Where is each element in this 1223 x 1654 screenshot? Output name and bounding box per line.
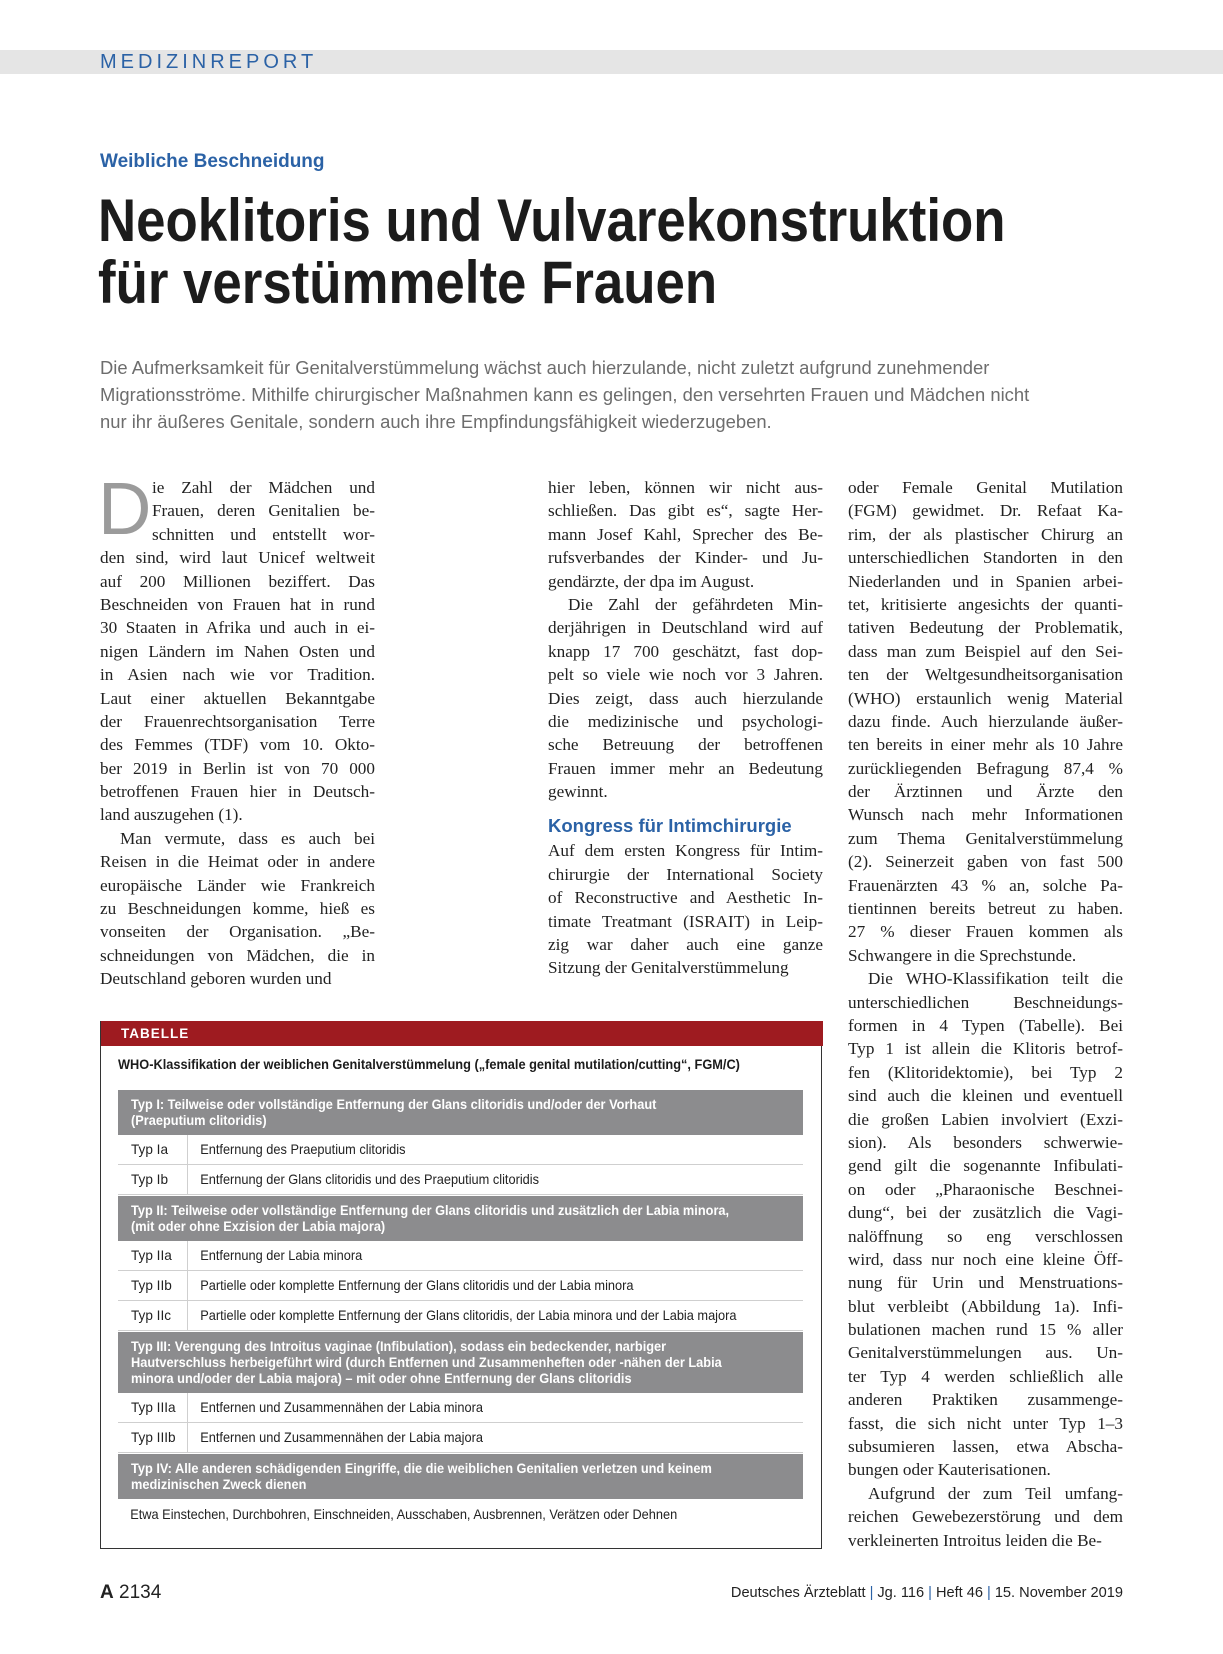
drop-cap: D: [98, 467, 152, 550]
row-type: Typ IIb: [118, 1271, 188, 1301]
text-line: in Asien nach wie vor Tradition.: [100, 665, 375, 685]
text-line: (2). Seinerzeit gaben von fast 500: [848, 852, 1123, 872]
headline-line: für verstümmelte Frauen: [98, 249, 718, 316]
text-line: zum Thema Genitalverstümmelung: [848, 828, 1123, 848]
text-line: ten der Weltgesundheitsorganisation: [848, 665, 1123, 685]
text-line: gendärzte, der dpa im August.: [548, 571, 755, 591]
text-line: hier leben, können wir nicht aus-: [548, 478, 823, 497]
text-line: Frauen immer mehr an Bedeutung: [548, 758, 823, 778]
journal-issue: Heft 46: [935, 1585, 984, 1601]
article-lede: [100, 354, 1100, 435]
text-line: Typ 1 ist allein die Klitoris betrof-: [848, 1039, 1123, 1059]
text-line: chirurgie der International Society: [548, 864, 823, 884]
text-line: Deutschland geboren wurden und: [100, 969, 332, 989]
text-line: Die WHO-Klassifikation teilt die: [868, 969, 1123, 989]
body-column-1: [98, 467, 375, 991]
text-line: blut verbleibt (Abbildung 1a). Infi-: [848, 1296, 1123, 1316]
group-heading-line: Hautverschluss herbeigeführt wird (durch Entfernen und Zusammenheften oder -nähen der Labia: [131, 1355, 722, 1370]
table-group-heading: [118, 1089, 803, 1135]
text-line: dazu finde. Auch hierzulande äußer-: [848, 711, 1123, 731]
text-line: derjährigen in Deutschland wird auf: [548, 618, 823, 638]
table-row: [118, 1165, 803, 1195]
text-line: Frauenärzten 43 % an, solche Pa-: [848, 875, 1123, 895]
who-classification-table: [100, 1021, 822, 1549]
text-line: des Femmes (TDF) vom 10. Okto-: [100, 735, 375, 755]
text-line: schnitten und entstellt wor-: [152, 524, 375, 544]
text-line: der Ärztinnen und Ärzte den: [848, 782, 1123, 802]
group-heading-line: medizinischen Zweck dienen: [131, 1477, 307, 1492]
text-line: sind auch die kleinen und eventuell: [848, 1086, 1123, 1106]
group-heading-line: Typ II: Teilweise oder vollständige Entfernung der Glans clitoridis und zusätzlich der Labia minora,: [131, 1203, 730, 1218]
text-line: (FGM) gewidmet. Dr. Refaat Ka-: [848, 501, 1123, 521]
text-line: ie Zahl der Mädchen und: [152, 478, 375, 497]
text-line: rim, der als plastischer Chirurg an: [848, 524, 1123, 544]
text-line: nigen Ländern im Nahen Osten und: [100, 641, 375, 661]
table-group-heading: [118, 1195, 803, 1241]
row-type: Typ IIIa: [118, 1393, 188, 1423]
text-line: dung“, bei der zusätzlich die Vagi-: [848, 1203, 1123, 1223]
text-line: Man vermute, dass es auch bei: [120, 828, 375, 848]
text-line: 30 Staaten in Afrika und auch in ei-: [100, 618, 375, 638]
text-line: verkleinerten Introitus leiden die Be-: [848, 1530, 1102, 1550]
text-line: Sitzung der Genitalverstümmelung: [548, 958, 789, 978]
section-subheading: Kongress für Intimchirurgie: [548, 815, 792, 837]
article-kicker: Weibliche Beschneidung: [100, 151, 325, 172]
text-line: timate Treatmant (ISRAIT) in Leip-: [548, 911, 823, 931]
table-row: [118, 1241, 803, 1271]
text-line: auf 200 Millionen beziffert. Das: [100, 571, 375, 591]
text-line: Die Zahl der gefährdeten Min-: [568, 594, 823, 614]
group-heading-line: Typ I: Teilweise oder vollständige Entfernung der Glans clitoridis und/oder der Vorhaut: [131, 1097, 657, 1112]
row-type: Typ Ia: [118, 1135, 188, 1165]
table-row: [118, 1135, 803, 1165]
text-line: die medizinische und psychologi-: [548, 711, 823, 731]
text-line: pelt so viele wie noch vor 3 Jahren.: [548, 665, 823, 685]
group-heading-line: (mit oder ohne Exzision der Labia majora): [131, 1219, 386, 1234]
journal-date: 15. November 2019: [994, 1585, 1123, 1601]
text-line: gend gilt die sogenannte Infibulati-: [848, 1156, 1123, 1176]
journal-name: Deutsches Ärzteblatt: [730, 1585, 866, 1601]
text-line: land auszugehen (1).: [100, 805, 243, 825]
text-line: rufsverbandes der Kinder- und Ju-: [548, 548, 823, 568]
journal-volume: Jg. 116: [877, 1585, 925, 1601]
text-line: subsumieren lassen, etwa Abscha-: [848, 1437, 1123, 1457]
text-line: (WHO) erstaunlich wenig Material: [848, 688, 1123, 708]
row-description: Partielle oder komplette Entfernung der Glans clitoridis und der Labia minora: [200, 1278, 634, 1293]
text-line: ten bereits in einer mehr als 10 Jahre: [848, 735, 1123, 755]
text-line: gewinnt.: [548, 782, 608, 802]
text-line: die großen Labien involviert (Exzi-: [848, 1109, 1123, 1129]
body-column-3: [848, 476, 1123, 1552]
table-body: [118, 1089, 803, 1529]
text-line: of Reconstructive and Aesthetic In-: [548, 888, 823, 908]
row-description: Entfernung des Praeputium clitoridis: [200, 1142, 406, 1157]
row-description: Entfernen und Zusammennähen der Labia minora: [200, 1400, 483, 1415]
table-title: WHO-Klassifikation der weiblichen Genitalverstümmelung („female genital mutilation/cutting“, FGM/C): [118, 1057, 740, 1072]
journal-info: Deutsches Ärzteblatt | Jg. 116 | Heft 46 | 15. November 2019: [730, 1585, 1123, 1601]
table-row: [118, 1301, 803, 1331]
text-line: europäische Länder wie Frankreich: [100, 875, 375, 895]
group-heading-line: (Praeputium clitoridis): [131, 1113, 267, 1128]
table-group-heading: [118, 1331, 803, 1393]
text-line: bulationen machen rund 15 % aller: [848, 1320, 1123, 1340]
row-description: Entfernen und Zusammennähen der Labia majora: [200, 1430, 483, 1445]
text-line: Niederlanden und in Spanien arbei-: [848, 571, 1123, 591]
text-line: zig war daher auch eine ganze: [548, 935, 823, 955]
page-prefix: A: [100, 1582, 114, 1603]
text-line: Schwangere in die Sprechstunde.: [848, 945, 1077, 965]
text-line: reichen Gewebezerstörung und dem: [848, 1507, 1123, 1527]
text-line: tet, kritisierte angesichts der quanti-: [848, 594, 1123, 614]
row-type: Typ IIa: [118, 1241, 188, 1271]
table-row: [118, 1393, 803, 1423]
text-line: sion). Als besonders schwerwie-: [848, 1132, 1123, 1152]
row-description: Etwa Einstechen, Durchbohren, Einschneiden, Ausschaben, Ausbrennen, Verätzen oder Dehnen: [130, 1506, 678, 1522]
text-line: schließen. Das gibt es“, sagte Her-: [548, 501, 823, 521]
text-line: tientinnen bereits betreut zu haben.: [848, 899, 1123, 919]
group-heading-line: Typ IV: Alle anderen schädigenden Eingriffe, die die weiblichen Genitalien verletzen und keinem: [131, 1461, 712, 1476]
text-line: fen (Klitoridektomie), bei Typ 2: [848, 1062, 1123, 1082]
text-line: anderen Praktiken zusammenge-: [848, 1390, 1123, 1410]
lede-line: Migrationsströme. Mithilfe chirurgischer Maßnahmen kann es gelingen, den versehrten Frauen und Mädchen nicht: [100, 384, 1030, 405]
text-line: Beschneiden von Frauen hat in rund: [100, 594, 375, 614]
section-label: MEDIZINREPORT: [100, 51, 318, 73]
row-description: Entfernung der Labia minora: [200, 1248, 363, 1263]
group-heading-line: Typ III: Verengung des Introitus vaginae (Infibulation), sodass ein bedeckender, narbiger: [131, 1339, 667, 1354]
text-line: fasst, die sich nicht unter Typ 1–3: [848, 1413, 1123, 1433]
table-label: TABELLE: [101, 1021, 823, 1046]
text-line: Frauen, deren Genitalien be-: [152, 501, 375, 521]
text-line: Genitalverstümmelungen aus. Un-: [848, 1343, 1123, 1363]
text-line: den sind, wird laut Unicef weltweit: [100, 548, 375, 568]
text-line: betroffenen Frauen hier in Deutsch-: [100, 782, 375, 802]
text-line: mann Josef Kahl, Sprecher des Be-: [548, 524, 823, 544]
lede-line: nur ihr äußeres Genitale, sondern auch ihre Empfindungsfähigkeit wiederzugeben.: [100, 411, 772, 432]
text-line: Dies zeigt, dass auch hierzulande: [548, 688, 823, 708]
row-type: Typ Ib: [118, 1165, 188, 1195]
text-line: vonseiten der Organisation. „Be-: [100, 922, 375, 942]
text-line: unterschiedlichen Standorten in den: [848, 548, 1123, 568]
text-line: zurückliegenden Befragung 87,4 %: [848, 758, 1123, 778]
body-column-2: [548, 476, 823, 980]
text-line: nung für Urin und Menstruations-: [848, 1273, 1123, 1293]
text-line: 27 % dieser Frauen kommen als: [848, 922, 1123, 942]
row-type: Typ IIc: [118, 1301, 188, 1331]
text-line: wird, dass nur noch eine kleine Öff-: [848, 1249, 1123, 1269]
text-line: Auf dem ersten Kongress für Intim-: [548, 841, 823, 861]
text-line: nalöffnung so eng verschlossen: [848, 1226, 1123, 1246]
text-line: Laut einer aktuellen Bekanntgabe: [100, 688, 375, 708]
text-line: tativen Bedeutung der Problematik,: [848, 618, 1123, 638]
table-row: [118, 1499, 803, 1529]
text-line: Aufgrund der zum Teil umfang-: [868, 1483, 1123, 1503]
text-line: bungen oder Kauterisationen.: [848, 1460, 1051, 1480]
text-line: oder Female Genital Mutilation: [848, 478, 1123, 497]
text-line: formen in 4 Typen (Tabelle). Bei: [848, 1015, 1123, 1035]
article-headline: [98, 187, 1031, 316]
row-description: Entfernung der Glans clitoridis und des Praeputium clitoridis: [200, 1172, 540, 1187]
text-line: sche Betreuung der betroffenen: [548, 735, 823, 755]
page-number: [100, 1582, 161, 1604]
row-type: Typ IIIb: [118, 1423, 188, 1453]
text-line: Reisen in die Heimat oder in andere: [100, 852, 375, 872]
text-line: Wunsch nach mehr Informationen: [848, 805, 1123, 825]
text-line: ter Typ 4 werden schließlich alle: [848, 1366, 1123, 1386]
text-line: knapp 17 700 geschätzt, fast dop-: [548, 641, 823, 661]
table-row: [118, 1423, 803, 1453]
text-line: on oder „Pharaonische Beschnei-: [848, 1179, 1123, 1199]
text-line: dass man zum Beispiel auf den Sei-: [848, 641, 1123, 661]
text-line: der Frauenrechtsorganisation Terre: [100, 711, 375, 731]
table-row: [118, 1271, 803, 1301]
text-line: zu Beschneidungen komme, hieß es: [100, 899, 375, 919]
table-group-heading: [118, 1453, 803, 1499]
text-line: schneidungen von Mädchen, die in: [100, 945, 375, 965]
page-number-value: 2134: [119, 1582, 162, 1603]
lede-line: Die Aufmerksamkeit für Genitalverstümmelung wächst auch hierzulande, nicht zuletzt aufgrund zunehmender: [100, 357, 990, 378]
text-line: unterschiedlichen Beschneidungs-: [848, 992, 1123, 1012]
text-line: ber 2019 in Berlin ist von 70 000: [100, 758, 375, 778]
headline-line: Neoklitoris und Vulvarekonstruktion: [98, 187, 1006, 254]
group-heading-line: minora und/oder der Labia majora) – mit oder ohne Entfernung der Glans clitoridis: [131, 1371, 632, 1386]
row-description: Partielle oder komplette Entfernung der Glans clitoridis, der Labia minora und der Labia majora: [200, 1308, 737, 1323]
